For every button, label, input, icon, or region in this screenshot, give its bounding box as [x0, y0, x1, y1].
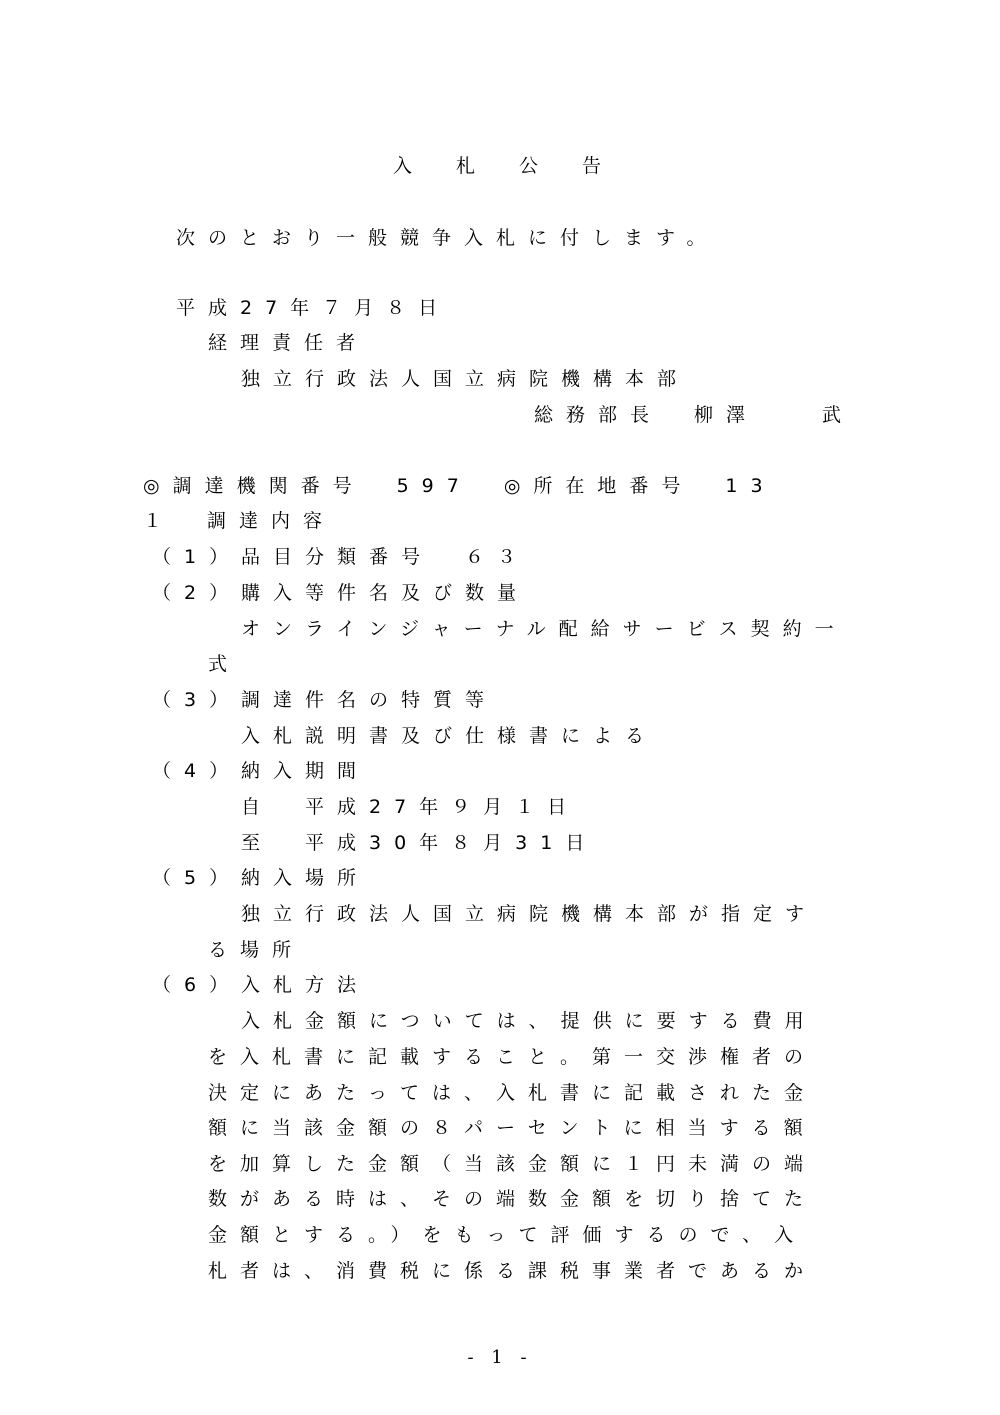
item-5-body-line: 独立行政法人国立病院機構本部が指定す	[241, 903, 818, 925]
official-organization: 独立行政法人国立病院機構本部	[241, 368, 690, 390]
item-4-label: 納入期間	[241, 760, 370, 782]
item-6-body-line: 数がある時は、その端数金額を切り捨てた	[208, 1188, 817, 1210]
item-6-body-line: 額に当該金額の８パーセントに相当する額	[208, 1117, 816, 1139]
item-6-body-line: を加算した金額（当該金額に１円未満の端	[208, 1153, 817, 1175]
item-6-body-line: を入札書に記載すること。第一交渉権者の	[208, 1046, 817, 1068]
item-6-number: （6）	[152, 974, 242, 996]
item-2-label: 購入等件名及び数量	[241, 582, 530, 604]
item-1-label: 品目分類番号 ６３	[241, 546, 530, 568]
page-number: - 1 -	[467, 1347, 533, 1368]
item-3-body: 入札説明書及び仕様書による	[241, 725, 658, 747]
official-title-name: 総務部長 柳澤 武	[534, 404, 855, 426]
notice-date: 平成27年７月８日	[176, 297, 451, 319]
item-6-body-line: 決定にあたっては、入札書に記載された金	[208, 1082, 817, 1104]
item-3-number: （3）	[152, 689, 242, 711]
item-1-number: （1）	[152, 546, 242, 568]
delivery-period-from: 自 平成27年９月１日	[241, 796, 580, 818]
intro-text: 次のとおり一般競争入札に付します。	[176, 227, 719, 249]
item-6-body-line: 入札金額については、提供に要する費用	[241, 1010, 817, 1032]
delivery-period-to: 至 平成30年８月31日	[241, 832, 598, 854]
item-6-body-line: 札者は、消費税に係る課税事業者であるか	[208, 1260, 817, 1282]
item-6-body-line: 金額とする。）をもって評価するので、入	[208, 1224, 807, 1246]
item-5-body-line: る場所	[208, 939, 305, 961]
official-role: 経理責任者	[208, 332, 369, 354]
document-title: 入札公告	[393, 155, 646, 177]
item-2-body-line: 式	[208, 653, 241, 675]
item-4-number: （4）	[152, 760, 242, 782]
item-3-label: 調達件名の特質等	[241, 689, 498, 711]
item-5-label: 納入場所	[241, 867, 370, 889]
item-2-number: （2）	[152, 582, 242, 604]
item-5-number: （5）	[152, 867, 242, 889]
item-6-label: 入札方法	[241, 974, 370, 996]
item-2-body-line: オンラインジャーナル配給サービス契約一	[241, 618, 847, 640]
section-1-heading: １ 調達内容	[143, 510, 336, 532]
agency-codes: ◎調達機関番号 597 ◎所在地番号 13	[143, 475, 776, 497]
